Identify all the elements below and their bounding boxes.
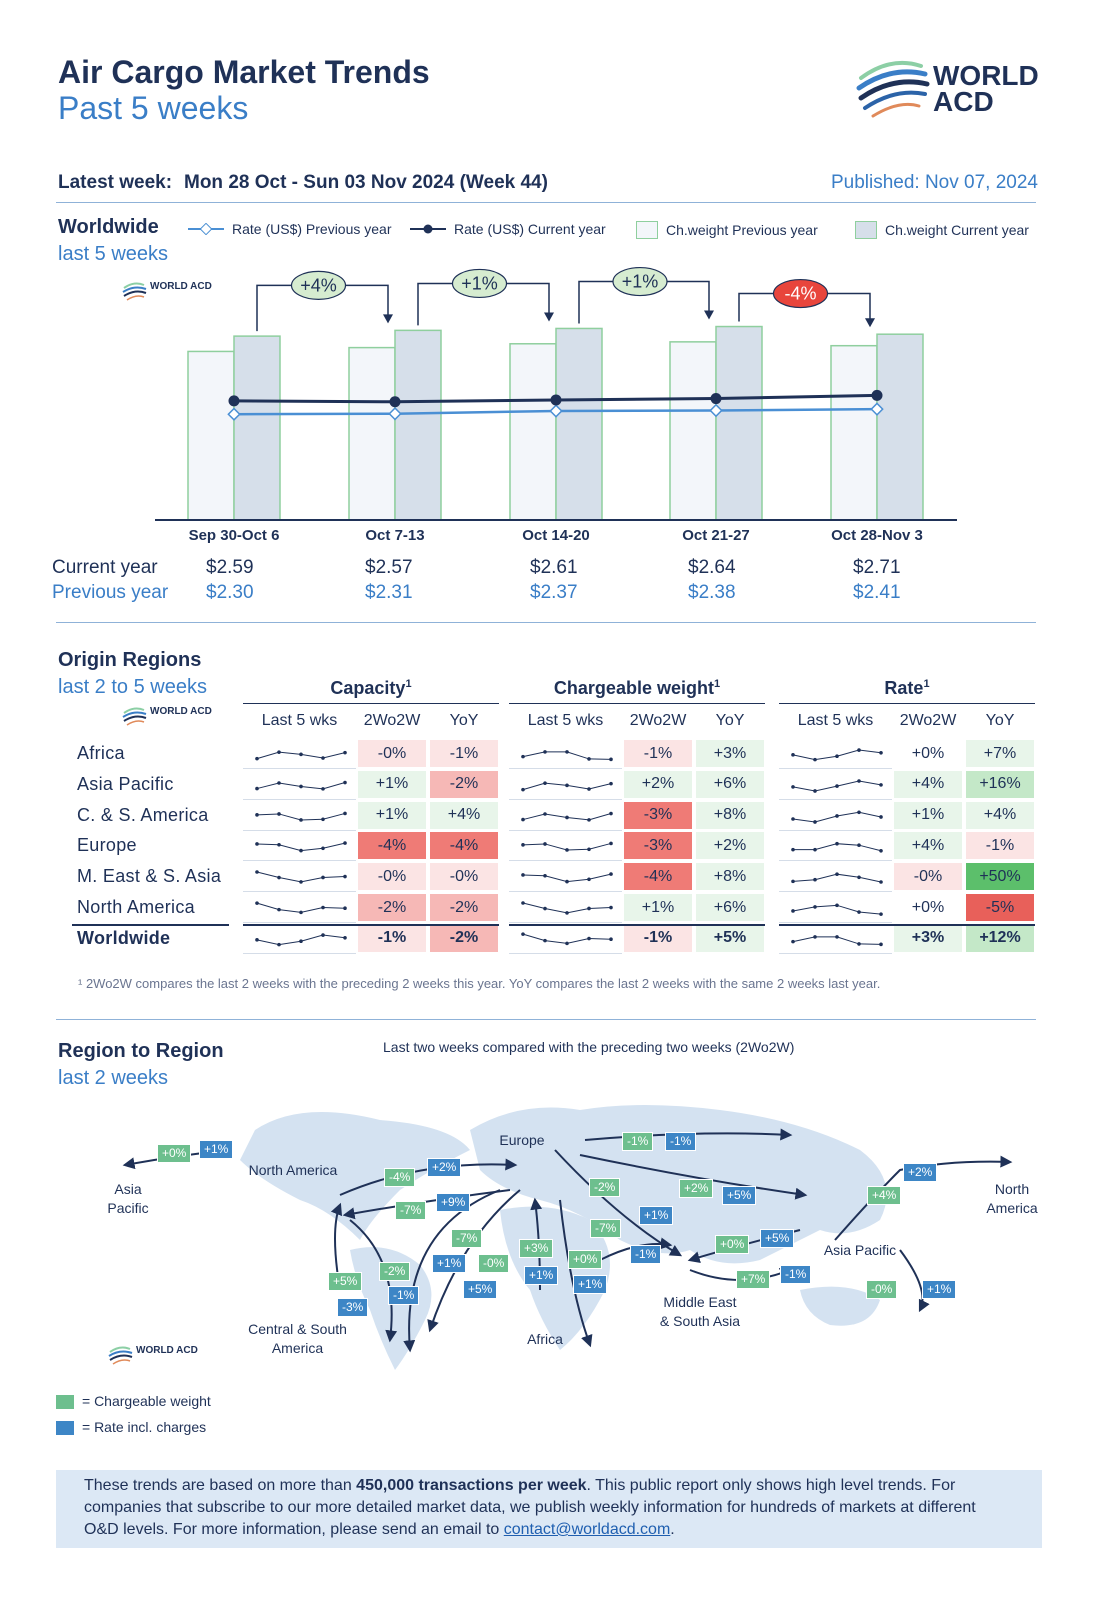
rate-point-curr: [711, 393, 722, 404]
bar-chweight-prev: [349, 348, 395, 520]
value-cell: +3%: [894, 925, 962, 952]
latest-week-label: Latest week:: [58, 172, 173, 193]
value-cell: -1%: [624, 740, 692, 767]
origin-subtitle: last 2 to 5 weeks: [58, 676, 207, 698]
value-cell: -2%: [430, 894, 498, 921]
x-tick-label: Oct 21-27: [682, 527, 750, 544]
chweight-change-tag: +2%: [679, 1179, 713, 1198]
value-cell: +0%: [894, 894, 962, 921]
x-tick-label: Oct 14-20: [522, 527, 590, 544]
footnote-marker: 1: [713, 678, 721, 690]
sparkline-separator: [779, 891, 892, 892]
wow-badge-label: -4%: [784, 283, 817, 304]
value-cell: +4%: [966, 802, 1034, 829]
region-label: M. East & S. Asia: [77, 866, 222, 887]
value-cell: -0%: [894, 863, 962, 890]
worldwide-separator: [779, 924, 1035, 926]
value-cell: -4%: [358, 832, 426, 859]
r2r-title: Region to Region: [58, 1040, 224, 1062]
chweight-change-tag: +5%: [328, 1272, 362, 1291]
chweight-change-tag: -2%: [379, 1262, 410, 1281]
rate-change-tag: +1%: [922, 1280, 956, 1299]
sparkline: [791, 744, 886, 766]
legend-cw-prev-label: Ch.weight Previous year: [666, 222, 818, 238]
column-header: 2Wo2W: [899, 712, 957, 729]
wow-arrowhead: [704, 311, 714, 320]
region-label: Asia Pacific: [77, 773, 174, 794]
value-cell: -4%: [430, 832, 498, 859]
sparkline: [791, 806, 886, 828]
value-cell: -3%: [624, 802, 692, 829]
info-text-a: These trends are based on more than: [84, 1477, 357, 1494]
r2r-caption: Last two weeks compared with the preceding two weeks (2Wo2W): [383, 1039, 795, 1055]
sparkline: [791, 836, 886, 858]
sparkline: [255, 836, 350, 858]
rate-point-curr: [872, 390, 883, 401]
origin-title: Origin Regions: [58, 649, 202, 671]
value-cell: +2%: [696, 832, 764, 859]
chweight-change-tag: -7%: [590, 1219, 621, 1238]
map-region-label: Middle East & South Asia: [659, 1294, 741, 1329]
column-header: YoY: [985, 712, 1015, 729]
region-label: Africa: [77, 743, 125, 763]
wow-badge-label: +4%: [300, 275, 337, 296]
sparkline: [521, 929, 616, 951]
value-cell: +8%: [696, 802, 764, 829]
value-cell: +5%: [696, 925, 764, 952]
value-cell: +4%: [894, 832, 962, 859]
rate-change-tag: -1%: [630, 1245, 661, 1264]
chweight-change-tag: +7%: [736, 1270, 770, 1289]
rate-point-curr: [390, 396, 401, 407]
previous-year-label: Previous year: [52, 582, 169, 603]
chweight-change-tag: -7%: [451, 1229, 482, 1248]
value-cell: -1%: [358, 925, 426, 952]
worldwide-title: Worldwide: [58, 216, 159, 238]
sparkline-separator: [243, 830, 356, 831]
sparkline: [791, 775, 886, 797]
divider: [56, 1019, 1036, 1020]
value-cell: +50%: [966, 863, 1034, 890]
chweight-change-tag: -7%: [395, 1201, 426, 1220]
sparkline-separator: [779, 860, 892, 861]
bar-chweight-curr: [556, 328, 602, 520]
column-header: Last 5 wks: [797, 712, 874, 729]
small-logo-swoosh-icon: [122, 706, 148, 728]
value-cell: +7%: [966, 740, 1034, 767]
group-underline: [243, 703, 499, 704]
map-region-label: Africa: [527, 1331, 563, 1347]
sparkline: [521, 744, 616, 766]
current-year-label: Current year: [52, 557, 158, 578]
rate-previous-value: $2.31: [365, 582, 413, 603]
bar-chweight-curr: [395, 330, 441, 520]
chweight-change-tag: +0%: [157, 1144, 191, 1163]
chweight-change-tag: -4%: [384, 1168, 415, 1187]
legend-rate-prev: [188, 221, 392, 237]
column-header: Last 5 wks: [527, 712, 604, 729]
worldwide-separator: [243, 924, 499, 926]
sparkline-separator: [509, 830, 622, 831]
map-region-label: Asia Pacific: [107, 1181, 149, 1216]
group-underline: [509, 703, 765, 704]
rate-change-tag: +5%: [722, 1186, 756, 1205]
bar-chweight-prev: [510, 344, 556, 520]
rate-change-tag: -1%: [388, 1286, 419, 1305]
worldacd-logo: [855, 56, 1040, 126]
wow-badge-label: +1%: [461, 273, 498, 294]
sparkline-separator: [779, 799, 892, 800]
legend-rate-curr-label: Rate (US$) Current year: [454, 221, 606, 237]
chweight-change-tag: -0%: [866, 1280, 897, 1299]
sparkline: [255, 898, 350, 920]
bar-chweight-prev: [831, 346, 877, 520]
map-region-label: Europe: [499, 1132, 545, 1148]
legend-line-prev-icon: [188, 223, 224, 235]
rate-change-tag: +1%: [639, 1206, 673, 1225]
sparkline-separator: [779, 830, 892, 831]
value-cell: +3%: [696, 740, 764, 767]
footnote: ¹ 2Wo2W compares the last 2 weeks with the preceding 2 weeks this year. YoY compares the last 2 weeks with the same 2 weeks last year.: [78, 976, 881, 991]
page-subtitle: Past 5 weeks: [58, 90, 249, 126]
x-tick-label: Oct 7-13: [365, 527, 425, 544]
value-cell: +6%: [696, 771, 764, 798]
sparkline-separator: [509, 768, 622, 769]
table-group-header: Chargeable weight$^1$: [553, 678, 721, 698]
rate-change-tag: +5%: [463, 1280, 497, 1299]
footnote-marker: 1: [923, 678, 930, 690]
bar-chweight-curr: [877, 334, 923, 520]
value-cell: -1%: [624, 925, 692, 952]
legend-cw-prev: [636, 221, 818, 239]
chweight-change-tag: -2%: [589, 1178, 620, 1197]
rate-previous-value: $2.37: [530, 582, 578, 603]
sparkline-separator: [509, 953, 622, 954]
value-cell: +0%: [894, 740, 962, 767]
value-cell: +16%: [966, 771, 1034, 798]
sparkline-separator: [779, 768, 892, 769]
email-link[interactable]: contact@worldacd.com: [503, 1521, 671, 1538]
legend-rate-curr: [410, 221, 606, 237]
value-cell: +6%: [696, 894, 764, 921]
value-cell: -2%: [430, 771, 498, 798]
column-header: YoY: [449, 712, 479, 729]
rate-current-value: $2.64: [688, 557, 736, 578]
value-cell: -1%: [966, 832, 1034, 859]
value-cell: -3%: [624, 832, 692, 859]
sparkline: [255, 929, 350, 951]
bar-chweight-curr: [234, 336, 280, 520]
value-cell: +12%: [966, 925, 1034, 952]
table-group-header: Rate$^1$: [884, 678, 930, 698]
rate-current-value: $2.71: [853, 557, 901, 578]
region-label: C. & S. America: [77, 804, 209, 825]
small-logo-text: WORLD ACD: [150, 706, 212, 717]
sparkline-separator: [243, 860, 356, 861]
value-cell: -0%: [430, 863, 498, 890]
sparkline: [791, 929, 886, 951]
group-underline: [779, 703, 1035, 704]
rate-change-tag: +9%: [436, 1193, 470, 1212]
value-cell: +1%: [358, 771, 426, 798]
rate-previous-value: $2.30: [206, 582, 254, 603]
legend-cw-curr-label: Ch.weight Current year: [885, 222, 1029, 238]
bar-chweight-prev: [188, 351, 234, 520]
small-logo-swoosh-icon: [108, 1345, 134, 1367]
rate-point-curr: [551, 394, 562, 405]
worldwide-separator: [509, 924, 765, 926]
sparkline: [521, 867, 616, 889]
legend-cw-curr: [855, 221, 1029, 239]
small-logo-text: WORLD ACD: [136, 1345, 198, 1356]
rate-change-tag: -3%: [337, 1298, 368, 1317]
value-cell: +1%: [894, 802, 962, 829]
wow-arrowhead: [383, 314, 393, 323]
sparkline: [791, 867, 886, 889]
rate-current-value: $2.59: [206, 557, 254, 578]
value-cell: -5%: [966, 894, 1034, 921]
column-header: YoY: [715, 712, 745, 729]
rate-previous-value: $2.41: [853, 582, 901, 603]
info-text-bold: 450,000 transactions per week: [356, 1477, 587, 1494]
chweight-change-tag: -0%: [478, 1254, 509, 1273]
sparkline: [791, 898, 886, 920]
chweight-change-tag: +0%: [568, 1250, 602, 1269]
column-header: Last 5 wks: [261, 712, 338, 729]
rate-current-value: $2.61: [530, 557, 578, 578]
column-header: 2Wo2W: [363, 712, 421, 729]
value-cell: -2%: [430, 925, 498, 952]
bar-chweight-prev: [670, 342, 716, 520]
sparkline-separator: [243, 799, 356, 800]
sparkline: [255, 744, 350, 766]
r2r-subtitle: last 2 weeks: [58, 1067, 169, 1089]
sparkline: [255, 806, 350, 828]
legend-line-curr-icon: [410, 223, 446, 235]
logo-text-acd: ACD: [933, 86, 994, 117]
rate-current-value: $2.57: [365, 557, 413, 578]
rate-change-tag: +1%: [199, 1140, 233, 1159]
chweight-change-tag: +0%: [715, 1235, 749, 1254]
rate-change-tag: -1%: [780, 1265, 811, 1284]
x-tick-label: Sep 30-Oct 6: [188, 527, 280, 544]
divider: [56, 202, 1036, 203]
sparkline: [521, 806, 616, 828]
rate-previous-value: $2.38: [688, 582, 736, 603]
rate-change-tag: +5%: [760, 1229, 794, 1248]
value-cell: +8%: [696, 863, 764, 890]
chweight-change-tag: +3%: [519, 1239, 553, 1258]
sparkline-separator: [243, 891, 356, 892]
sparkline-separator: [509, 891, 622, 892]
rate-change-tag: +2%: [903, 1163, 937, 1182]
sparkline: [255, 775, 350, 797]
rate-change-tag: -1%: [665, 1132, 696, 1151]
rate-change-tag: +1%: [524, 1266, 558, 1285]
legend-rate-prev-label: Rate (US$) Previous year: [232, 221, 392, 237]
map-region-label: North America: [248, 1162, 338, 1178]
value-cell: -4%: [624, 863, 692, 890]
column-header: 2Wo2W: [629, 712, 687, 729]
map-region-label: Central & South America: [248, 1321, 347, 1356]
value-cell: -0%: [358, 863, 426, 890]
sparkline-separator: [779, 953, 892, 954]
legend-box-prev-icon: [636, 221, 658, 239]
sparkline: [521, 836, 616, 858]
chweight-change-tag: +4%: [867, 1186, 901, 1205]
sparkline-separator: [509, 799, 622, 800]
small-logo-text: WORLD ACD: [150, 281, 212, 292]
logo-swoosh-icon: [855, 56, 935, 126]
sparkline: [521, 775, 616, 797]
rate-change-tag: +1%: [432, 1254, 466, 1273]
wow-arrowhead: [544, 312, 554, 321]
legend-cw-label: = Chargeable weight: [82, 1393, 211, 1409]
value-cell: -0%: [358, 740, 426, 767]
worldwide-subtitle: last 5 weeks: [58, 243, 169, 265]
value-cell: +1%: [358, 802, 426, 829]
x-tick-label: Oct 28-Nov 3: [831, 527, 923, 544]
sparkline-separator: [243, 953, 356, 954]
info-text-c: .: [670, 1521, 675, 1538]
chweight-change-tag: -1%: [622, 1132, 653, 1151]
sparkline-separator: [243, 768, 356, 769]
value-cell: -1%: [430, 740, 498, 767]
legend-blue-swatch: [56, 1421, 74, 1435]
sparkline-separator: [509, 860, 622, 861]
bar-chweight-curr: [716, 327, 762, 520]
rate-change-tag: +1%: [573, 1275, 607, 1294]
legend-box-curr-icon: [855, 221, 877, 239]
page-title: Air Cargo Market Trends: [58, 54, 430, 90]
region-label: Europe: [77, 835, 137, 856]
value-cell: +2%: [624, 771, 692, 798]
sparkline: [255, 867, 350, 889]
sparkline: [521, 898, 616, 920]
legend-rate-label: = Rate incl. charges: [82, 1419, 207, 1435]
latest-week-value: Mon 28 Oct - Sun 03 Nov 2024 (Week 44): [184, 172, 548, 193]
row-separator: [72, 924, 229, 926]
region-label: North America: [77, 897, 195, 917]
map-region-label: Asia Pacific: [823, 1242, 897, 1258]
value-cell: -2%: [358, 894, 426, 921]
value-cell: +4%: [894, 771, 962, 798]
worldwide-chart: [0, 250, 1108, 550]
rate-point-curr: [229, 395, 240, 406]
wow-arrowhead: [865, 318, 875, 327]
map-region-label: North America: [986, 1181, 1038, 1216]
table-group-header: Capacity$^1$: [330, 678, 412, 698]
wow-badge-label: +1%: [621, 271, 659, 292]
logo-text-world: WORLD: [933, 60, 1039, 91]
info-box: [56, 1470, 1042, 1548]
info-text-b: . This public report only shows high level trends. For companies that subscribe to our more detailed market data, we publish weekly information for hundreds of markets at different O&D levels. For more information, please send an email to: [84, 1477, 976, 1538]
legend-green-swatch: [56, 1395, 74, 1409]
value-cell: +4%: [430, 802, 498, 829]
divider: [56, 622, 1036, 623]
published-date: Published: Nov 07, 2024: [830, 172, 1038, 193]
region-label: Worldwide: [77, 927, 171, 948]
footnote-marker: 1: [405, 678, 412, 690]
value-cell: +1%: [624, 894, 692, 921]
rate-change-tag: +2%: [427, 1158, 461, 1177]
